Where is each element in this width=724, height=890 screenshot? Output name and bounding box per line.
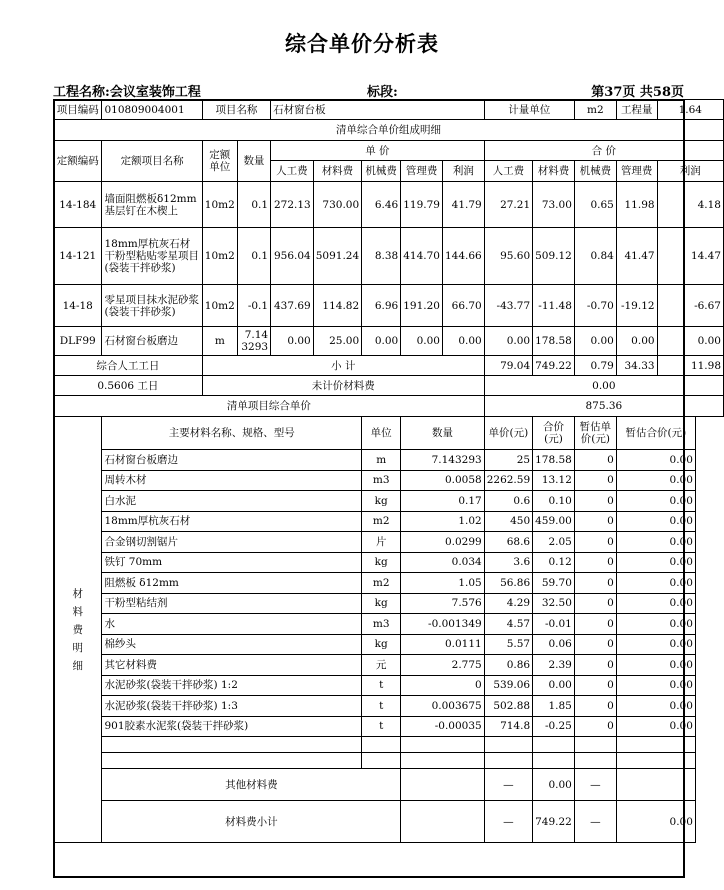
materials-header-unit: 单位 (362, 417, 401, 450)
materials-subtotal-est-price: — (574, 801, 616, 843)
materials-header-est-price: 暂估单价(元) (574, 417, 616, 450)
material-total: -0.25 (533, 716, 575, 737)
header-total-machine: 机械费 (574, 161, 616, 182)
material-est-total: 0.00 (616, 491, 695, 512)
unit-labor: 0.00 (271, 327, 314, 356)
material-name: 901胶素水泥浆(袋装干拌砂浆) (102, 716, 362, 737)
material-price (484, 737, 532, 753)
materials-header-qty: 数量 (401, 417, 485, 450)
material-qty: 0.0058 (401, 470, 485, 491)
unit-price-value: 875.36 (484, 396, 723, 417)
analysis-table (53, 99, 724, 843)
material-name: 水泥砂浆(袋装干拌砂浆) 1:2 (102, 675, 362, 696)
material-price: 4.57 (484, 614, 532, 635)
materials-side-label: 材料费明细 (54, 417, 102, 843)
materials-subtotal-total: 749.22 (533, 801, 575, 843)
material-price: 2262.59 (484, 470, 532, 491)
quota-qty: -0.1 (237, 285, 270, 327)
total-machine: 0.84 (574, 228, 616, 285)
material-price: 450 (484, 511, 532, 532)
item-qty-label: 工程量 (616, 100, 657, 120)
materials-header-row (54, 417, 724, 450)
material-name: 白水泥 (102, 491, 362, 512)
other-materials-label: 其他材料费 (102, 769, 401, 801)
subtotal-row (54, 356, 724, 376)
material-price: 4.29 (484, 593, 532, 614)
materials-subtotal-label: 材料费小计 (102, 801, 401, 843)
material-qty: 1.05 (401, 573, 485, 594)
subtotal-profit: 11.98 (657, 356, 723, 376)
material-est-price: 0 (574, 675, 616, 696)
material-total: 0.12 (533, 552, 575, 573)
unit-profit: 144.66 (442, 228, 484, 285)
total-machine: -0.70 (574, 285, 616, 327)
material-qty: -0.00035 (401, 716, 485, 737)
unit-price-row (54, 396, 724, 417)
material-unit (362, 737, 401, 753)
header-total-profit: 利润 (657, 161, 723, 182)
material-qty: 1.02 (401, 511, 485, 532)
labor-day-label: 综合人工工日 (54, 356, 203, 376)
material-total: 0.00 (533, 675, 575, 696)
header-material: 材料费 (313, 161, 361, 182)
material-est-total: 0.00 (616, 716, 695, 737)
total-profit: 0.00 (657, 327, 723, 356)
material-name: 其它材料费 (102, 655, 362, 676)
material-price: 3.6 (484, 552, 532, 573)
material-name (102, 753, 362, 769)
composition-title-row (54, 120, 724, 141)
material-est-price: 0 (574, 470, 616, 491)
material-total: -0.01 (533, 614, 575, 635)
materials-header-name: 主要材料名称、规格、型号 (102, 417, 362, 450)
quota-unit: m (202, 327, 237, 356)
quota-name: 墙面阻燃板δ12mm基层钉在木楔上 (102, 182, 202, 228)
quota-row (54, 182, 724, 228)
material-est-total: 0.00 (616, 593, 695, 614)
material-name: 水泥砂浆(袋装干拌砂浆) 1:3 (102, 696, 362, 717)
quota-code: DLF99 (54, 327, 102, 356)
material-total: 32.50 (533, 593, 575, 614)
total-machine: 0.00 (574, 327, 616, 356)
total-management: 11.98 (616, 182, 657, 228)
material-qty: 0 (401, 675, 485, 696)
material-total (533, 737, 575, 753)
material-price: 714.8 (484, 716, 532, 737)
header-total-management: 管理费 (616, 161, 657, 182)
composition-title: 清单综合单价组成明细 (54, 120, 724, 141)
material-row (54, 675, 724, 696)
header-quota-unit: 定额单位 (202, 141, 237, 182)
material-total: 0.10 (533, 491, 575, 512)
subtotal-label: 小 计 (202, 356, 484, 376)
material-row (54, 593, 724, 614)
material-unit: 片 (362, 532, 401, 553)
material-qty: 0.0111 (401, 634, 485, 655)
material-price: 68.6 (484, 532, 532, 553)
material-unit (362, 753, 401, 769)
material-total: 178.58 (533, 450, 575, 471)
header-quantity: 数量 (237, 141, 270, 182)
header-quota-name: 定额项目名称 (102, 141, 202, 182)
item-unit: m2 (574, 100, 616, 120)
total-labor: 27.21 (484, 182, 532, 228)
unit-profit: 0.00 (442, 327, 484, 356)
material-row (54, 614, 724, 635)
material-row (54, 655, 724, 676)
material-total: 459.00 (533, 511, 575, 532)
material-name: 合金钢切割锯片 (102, 532, 362, 553)
total-labor: 95.60 (484, 228, 532, 285)
material-price: 539.06 (484, 675, 532, 696)
header-row (54, 141, 724, 161)
total-profit: -6.67 (657, 285, 723, 327)
materials-header-est-total: 暂估合价(元) (616, 417, 695, 450)
materials-subtotal-price: — (484, 801, 532, 843)
material-name: 阻燃板 δ12mm (102, 573, 362, 594)
materials-header-total: 合价(元) (533, 417, 575, 450)
material-row (54, 753, 724, 769)
header-unit-price: 单 价 (271, 141, 485, 161)
unit-management: 119.79 (401, 182, 443, 228)
material-est-price: 0 (574, 614, 616, 635)
unit-management: 191.20 (401, 285, 443, 327)
total-management: -19.12 (616, 285, 657, 327)
unit-machine: 0.00 (362, 327, 401, 356)
total-labor: 0.00 (484, 327, 532, 356)
unpriced-row (54, 376, 724, 396)
material-price: 56.86 (484, 573, 532, 594)
section-label: 标段: (367, 85, 398, 100)
unit-management: 414.70 (401, 228, 443, 285)
total-labor: -43.77 (484, 285, 532, 327)
material-total: 59.70 (533, 573, 575, 594)
material-price: 5.57 (484, 634, 532, 655)
material-est-total: 0.00 (616, 532, 695, 553)
material-unit: m3 (362, 614, 401, 635)
materials-subtotal-row (54, 801, 724, 843)
item-code-label: 项目编码 (54, 100, 102, 120)
material-name (102, 737, 362, 753)
quota-name: 18mm厚杭灰石材干粉型粘贴零星项目(袋装干拌砂浆) (102, 228, 202, 285)
quota-code: 14-121 (54, 228, 102, 285)
material-est-price: 0 (574, 552, 616, 573)
item-code: 010809004001 (102, 100, 202, 120)
material-est-price: 0 (574, 593, 616, 614)
material-row (54, 511, 724, 532)
unit-material: 5091.24 (313, 228, 361, 285)
unpriced-value: 0.00 (484, 376, 723, 396)
material-est-total: 0.00 (616, 470, 695, 491)
unit-profit: 66.70 (442, 285, 484, 327)
total-material: -11.48 (533, 285, 575, 327)
unit-price-label: 清单项目综合单价 (54, 396, 485, 417)
material-est-price: 0 (574, 491, 616, 512)
material-est-total: 0.00 (616, 696, 695, 717)
material-row (54, 716, 724, 737)
material-price: 0.6 (484, 491, 532, 512)
material-unit: m2 (362, 511, 401, 532)
project-name-line (53, 81, 201, 100)
quota-qty: 7.143293 (237, 327, 270, 356)
material-est-total: 0.00 (616, 511, 695, 532)
material-row (54, 532, 724, 553)
total-management: 41.47 (616, 228, 657, 285)
material-name: 周转木材 (102, 470, 362, 491)
material-est-price: 0 (574, 511, 616, 532)
material-name: 18mm厚杭灰石材 (102, 511, 362, 532)
other-materials-row (54, 769, 724, 801)
material-row (54, 634, 724, 655)
total-material: 178.58 (533, 327, 575, 356)
quota-unit: 10m2 (202, 285, 237, 327)
subtotal-qty (401, 801, 485, 843)
unit-labor: 272.13 (271, 182, 314, 228)
unit-machine: 6.46 (362, 182, 401, 228)
total-material: 73.00 (533, 182, 575, 228)
page-info: 第37页 共58页 (591, 85, 684, 100)
item-name-label: 项目名称 (202, 100, 270, 120)
material-row (54, 737, 724, 753)
unit-labor: 437.69 (271, 285, 314, 327)
header-total-price: 合 价 (484, 141, 723, 161)
material-est-total: 0.00 (616, 573, 695, 594)
project-label: 工程名称: (53, 85, 110, 100)
quota-name: 零星项目抹水泥砂浆(袋装干拌砂浆) (102, 285, 202, 327)
other-price: — (484, 769, 532, 801)
quota-unit: 10m2 (202, 182, 237, 228)
material-qty: 7.143293 (401, 450, 485, 471)
item-info-row (54, 100, 724, 120)
header-management: 管理费 (401, 161, 443, 182)
material-est-total: 0.00 (616, 552, 695, 573)
material-name: 石材窗台板磨边 (102, 450, 362, 471)
quota-row (54, 285, 724, 327)
material-price: 25 (484, 450, 532, 471)
material-unit: m2 (362, 573, 401, 594)
material-total (533, 753, 575, 769)
material-unit: kg (362, 634, 401, 655)
material-est-total: 0.00 (616, 614, 695, 635)
quota-code: 14-184 (54, 182, 102, 228)
material-price: 0.86 (484, 655, 532, 676)
material-name: 棉纱头 (102, 634, 362, 655)
material-unit: kg (362, 593, 401, 614)
material-est-price: 0 (574, 573, 616, 594)
total-management: 0.00 (616, 327, 657, 356)
unit-material: 25.00 (313, 327, 361, 356)
subtotal-labor: 79.04 (484, 356, 532, 376)
subtotal-material: 749.22 (533, 356, 575, 376)
material-unit: 元 (362, 655, 401, 676)
other-est-price: — (574, 769, 616, 801)
material-est-price: 0 (574, 716, 616, 737)
material-unit: t (362, 716, 401, 737)
material-qty: 7.576 (401, 593, 485, 614)
quota-row (54, 327, 724, 356)
material-est-price: 0 (574, 696, 616, 717)
material-qty (401, 737, 485, 753)
unit-profit: 41.79 (442, 182, 484, 228)
quota-code: 14-18 (54, 285, 102, 327)
material-row (54, 552, 724, 573)
item-name: 石材窗台板 (271, 100, 485, 120)
material-total: 2.05 (533, 532, 575, 553)
quota-qty: 0.1 (237, 228, 270, 285)
unpriced-label: 未计价材料费 (202, 376, 484, 396)
quota-unit: 10m2 (202, 228, 237, 285)
material-est-price: 0 (574, 532, 616, 553)
material-name: 干粉型粘结剂 (102, 593, 362, 614)
material-est-price: 0 (574, 655, 616, 676)
material-total: 2.39 (533, 655, 575, 676)
unit-material: 114.82 (313, 285, 361, 327)
unit-machine: 6.96 (362, 285, 401, 327)
material-total: 1.85 (533, 696, 575, 717)
material-unit: t (362, 696, 401, 717)
material-est-total (616, 737, 695, 753)
material-row (54, 470, 724, 491)
total-machine: 0.65 (574, 182, 616, 228)
material-est-total: 0.00 (616, 655, 695, 676)
material-price: 502.88 (484, 696, 532, 717)
material-unit: m (362, 450, 401, 471)
unit-management: 0.00 (401, 327, 443, 356)
material-qty: 0.17 (401, 491, 485, 512)
header-labor: 人工费 (271, 161, 314, 182)
material-est-total: 0.00 (616, 675, 695, 696)
material-unit: kg (362, 552, 401, 573)
unit-labor: 956.04 (271, 228, 314, 285)
material-qty: -0.001349 (401, 614, 485, 635)
material-row (54, 450, 724, 471)
material-unit: t (362, 675, 401, 696)
other-est-total (616, 769, 695, 801)
materials-header-price: 单价(元) (484, 417, 532, 450)
material-qty (401, 753, 485, 769)
materials-subtotal-est-total: 0.00 (616, 801, 695, 843)
header-total-labor: 人工费 (484, 161, 532, 182)
other-total: 0.00 (533, 769, 575, 801)
material-est-total (616, 753, 695, 769)
item-qty: 1.64 (657, 100, 723, 120)
labor-days: 0.5606 工日 (54, 376, 203, 396)
header-total-material: 材料费 (533, 161, 575, 182)
material-unit: kg (362, 491, 401, 512)
page-title: 综合单价分析表 (285, 31, 439, 56)
material-est-total: 0.00 (616, 634, 695, 655)
header-profit: 利润 (442, 161, 484, 182)
material-price (484, 753, 532, 769)
material-est-price (574, 753, 616, 769)
material-est-price: 0 (574, 450, 616, 471)
material-est-total: 0.00 (616, 450, 695, 471)
material-qty: 0.0299 (401, 532, 485, 553)
total-profit: 4.18 (657, 182, 723, 228)
project-name: 会议室装饰工程 (109, 85, 201, 100)
material-row (54, 696, 724, 717)
header-quota-code: 定额编码 (54, 141, 102, 182)
material-name: 铁钉 70mm (102, 552, 362, 573)
material-est-price: 0 (574, 634, 616, 655)
material-name: 水 (102, 614, 362, 635)
quota-qty: 0.1 (237, 182, 270, 228)
total-profit: 14.47 (657, 228, 723, 285)
material-est-price (574, 737, 616, 753)
item-unit-label: 计量单位 (484, 100, 574, 120)
total-material: 509.12 (533, 228, 575, 285)
unit-machine: 8.38 (362, 228, 401, 285)
quota-name: 石材窗台板磨边 (102, 327, 202, 356)
material-qty: 2.775 (401, 655, 485, 676)
material-row (54, 491, 724, 512)
material-total: 13.12 (533, 470, 575, 491)
quota-row (54, 228, 724, 285)
material-qty: 0.034 (401, 552, 485, 573)
other-qty (401, 769, 485, 801)
material-qty: 0.003675 (401, 696, 485, 717)
material-total: 0.06 (533, 634, 575, 655)
unit-material: 730.00 (313, 182, 361, 228)
header-machine: 机械费 (362, 161, 401, 182)
subtotal-machine: 0.79 (574, 356, 616, 376)
material-unit: m3 (362, 470, 401, 491)
subtotal-management: 34.33 (616, 356, 657, 376)
material-row (54, 573, 724, 594)
